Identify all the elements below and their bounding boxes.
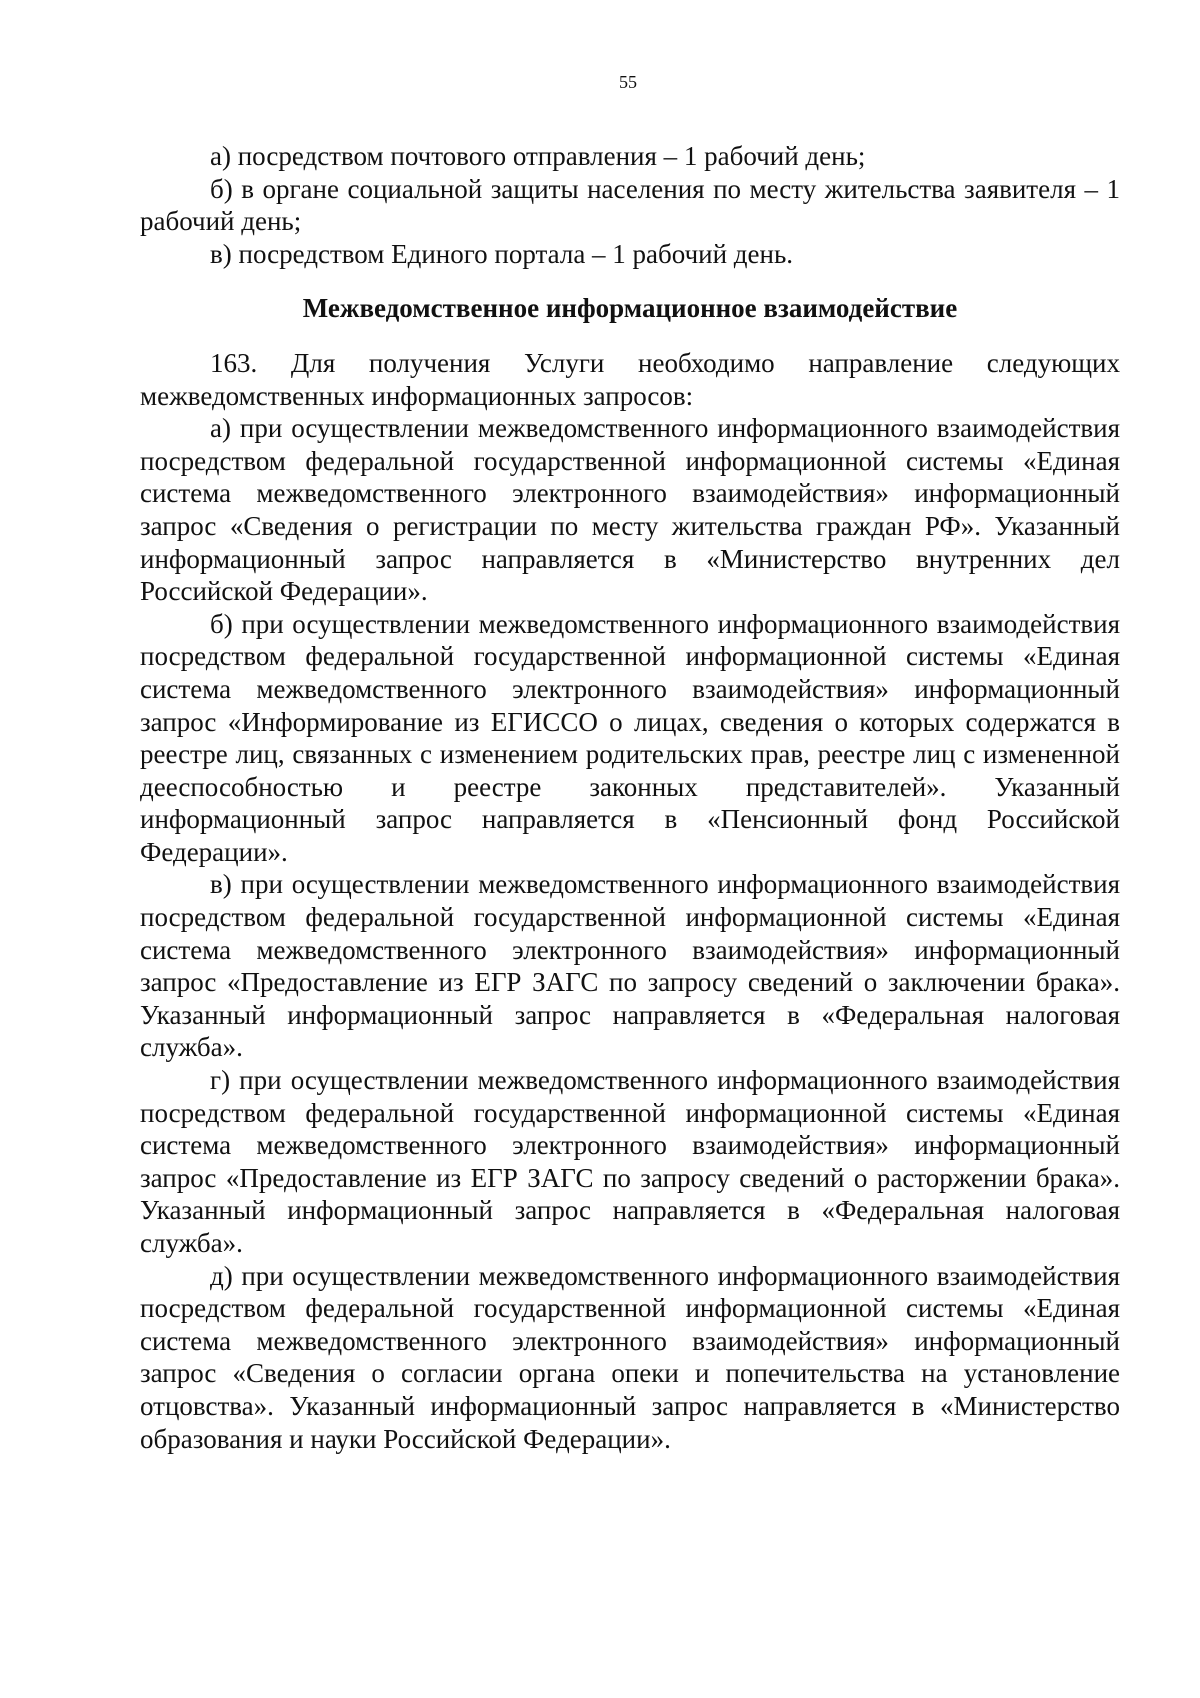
document-body — [140, 140, 1120, 1455]
paragraph-163: 163. Для получения Услуги необходимо направление следующих межведомственных информационных запросов: — [140, 347, 1120, 411]
intro-item-b: б) в органе социальной защиты населения по месту жительства заявителя – 1 рабочий день; — [140, 173, 1120, 237]
paragraph-item-v: в) при осуществлении межведомственного информационного взаимодействия посредством федеральной государственной информационной системы «Единая система межведомственного электронного взаимодействия» информационный запрос «Предоставление из ЕГР ЗАГС по запросу сведений о заключении брака». Указанный информационный запрос направляется в «Федеральная налоговая служба». — [140, 869, 1120, 1063]
intro-item-a: а) посредством почтового отправления – 1 рабочий день; — [210, 141, 866, 171]
paragraph-item-d: д) при осуществлении межведомственного информационного взаимодействия посредством федеральной государственной информационной системы «Единая система межведомственного электронного взаимодействия» информационный запрос «Сведения о согласии органа опеки и попечительства на установление отцовства». Указанный информационный запрос направляется в «Министерство образования и науки Российской Федерации». — [140, 1260, 1120, 1454]
page-number: 55 — [619, 72, 637, 92]
paragraph-item-a: а) при осуществлении межведомственного информационного взаимодействия посредством федеральной государственной информационной системы «Единая система межведомственного электронного взаимодействия» информационный запрос «Сведения о регистрации по месту жительства граждан РФ». Указанный информационный запрос направляется в «Министерство внутренних дел Российской Федерации». — [140, 413, 1120, 607]
section-heading: Межведомственное информационное взаимодействие — [302, 293, 958, 324]
paragraph-item-g: г) при осуществлении межведомственного информационного взаимодействия посредством федеральной государственной информационной системы «Единая система межведомственного электронного взаимодействия» информационный запрос «Предоставление из ЕГР ЗАГС по запросу сведений о расторжении брака». Указанный информационный запрос направляется в «Федеральная налоговая служба». — [140, 1065, 1120, 1258]
paragraph-item-b: б) при осуществлении межведомственного информационного взаимодействия посредством федеральной государственной информационной системы «Единая система межведомственного электронного взаимодействия» информационный запрос «Информирование из ЕГИССО о лицах, сведения о которых содержатся в реестре лиц, связанных с изменением родительских прав, реестре лиц с измененной дееспособностью и реестре законных представителей». Указанный информационный запрос направляется в «Пенсионный фонд Российской Федерации». — [140, 608, 1120, 867]
intro-item-c: в) посредством Единого портала – 1 рабочий день. — [210, 238, 794, 269]
